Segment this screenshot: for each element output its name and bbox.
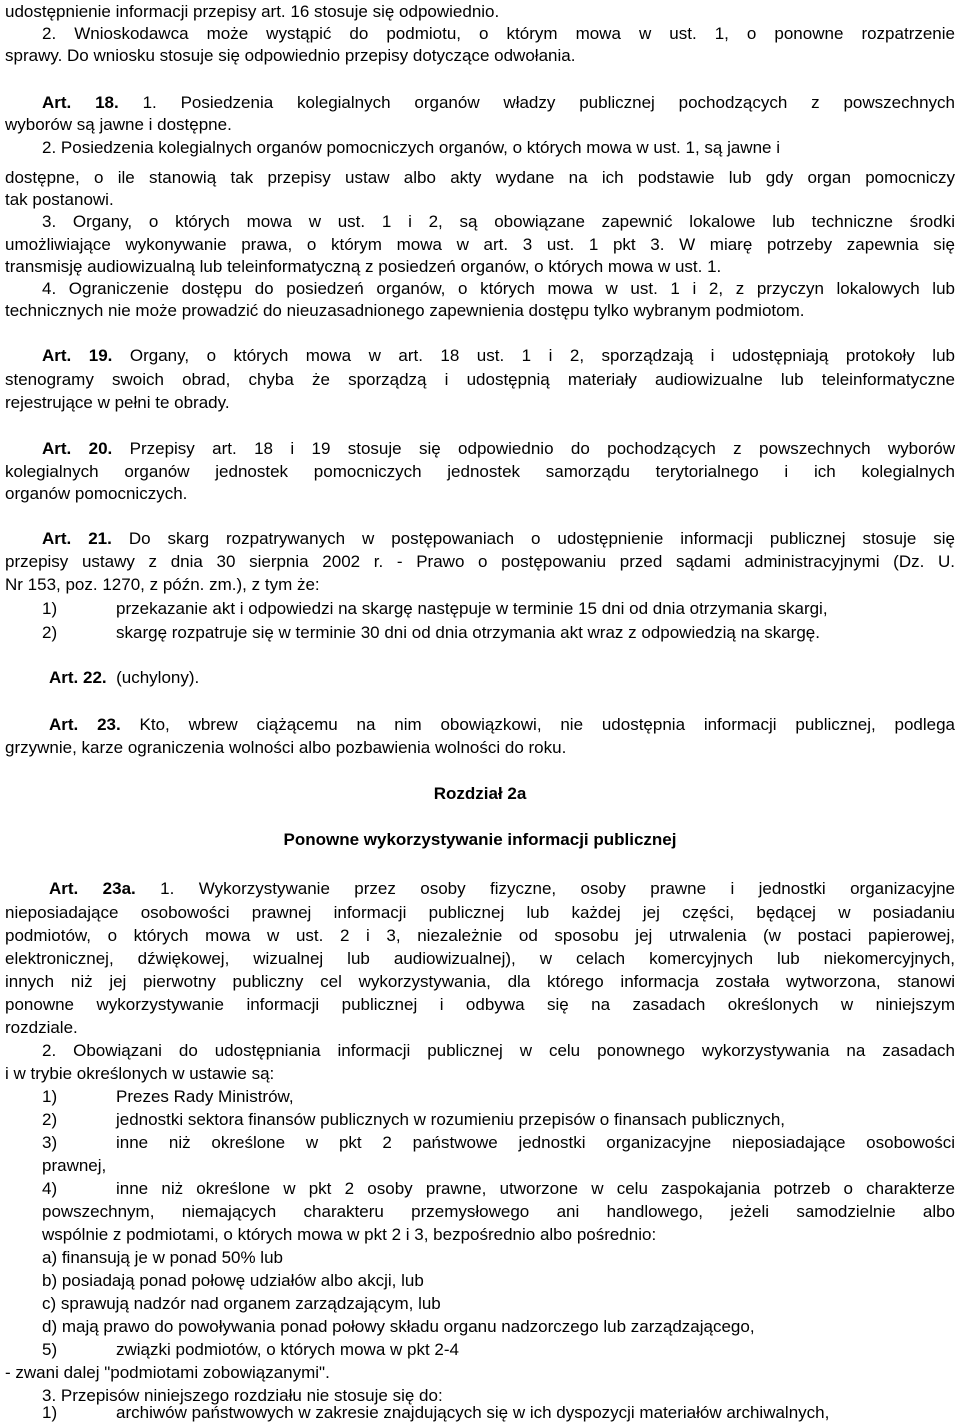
text-line: grzywnie, karze ograniczenia wolności albo pozbawienia wolności do roku. — [5, 738, 567, 757]
text-line: powszechnym, niemających charakteru przemysłowego ani handlowego, jeżeli samodzielnie albo — [42, 1202, 955, 1221]
list-item: 1) Prezes Rady Ministrów, — [42, 1087, 294, 1106]
list-item: 4) inne niż określone w pkt 2 osoby prawne, utworzone w celu zaspokajania potrzeb o charakterze — [42, 1179, 955, 1198]
text-line: i w trybie określonych w ustawie są: — [5, 1064, 275, 1083]
text-line: umożliwiające wykonywanie prawa, o którym mowa w art. 3 ust. 1 pkt 3. W miarę potrzeby zapewnia się — [5, 235, 955, 254]
list-item: 1) archiwów państwowych w zakresie znajdujących się w ich dyspozycji materiałów archiwalnych, — [42, 1403, 830, 1422]
text-line: 2. Obowiązani do udostępniania informacji publicznej w celu ponownego wykorzystywania na zasadach — [42, 1041, 955, 1060]
list-item: 3) inne niż określone w pkt 2 państwowe jednostki organizacyjne nieposiadające osobowości — [42, 1133, 955, 1152]
text-line: 2. Posiedzenia kolegialnych organów pomocniczych organów, o których mowa w ust. 1, są jawne i — [42, 138, 780, 157]
text-line: prawnej, — [42, 1156, 107, 1175]
text-line: technicznych nie może prowadzić do nieuzasadnionego zapewnienia dostępu tylko wybranym podmiotom. — [5, 301, 805, 320]
article-label: Art. 18. — [42, 93, 119, 112]
text-line: 2. Wnioskodawca może wystąpić do podmiotu, o którym mowa w ust. 1, o ponowne rozpatrzenie — [42, 24, 955, 43]
text-line: organów pomocniczych. — [5, 484, 188, 503]
article-label: Art. 22. — [49, 668, 107, 687]
sub-list-item: a) finansują je w ponad 50% lub — [42, 1248, 283, 1267]
text-line: innych niż jej pierwotny publiczny cel wykorzystywania, dla którego informacja została wytworzona, stanowi — [5, 972, 955, 991]
text-line: tak postanowi. — [5, 190, 114, 209]
list-item: 2) skargę rozpatruje się w terminie 30 dni od dnia otrzymania akt wraz z odpowiedzią na skargę. — [42, 623, 820, 642]
text-line: Nr 153, poz. 1270, z późn. zm.), z tym że: — [5, 575, 320, 594]
text-line: przepisy ustawy z dnia 30 sierpnia 2002 r. - Prawo o postępowaniu przed sądami administracyjnymi (Dz. U. — [5, 552, 955, 571]
sub-list-item: c) sprawują nadzór nad organem zarządzającym, lub — [42, 1294, 441, 1313]
article-label: Art. 21. — [42, 529, 112, 548]
text-line: 3. Organy, o których mowa w ust. 1 i 2, są obowiązane zapewnić lokalowe lub techniczne środki — [42, 212, 955, 231]
art-19-line: Art. 19. Organy, o których mowa w art. 18 ust. 1 i 2, sporządzają i udostępniają protokoły lub — [42, 346, 955, 365]
text-line: stenogramy swoich obrad, chyba że sporządzą i udostępnią materiały audiowizualne lub teleinformatyczne — [5, 370, 955, 389]
text-line: 3. Przepisów niniejszego rozdziału nie stosuje się do: — [42, 1386, 443, 1405]
text-line: kolegialnych organów jednostek pomocniczych jednostek samorządu terytorialnego i ich kolegialnych — [5, 462, 955, 481]
text-line: wspólnie z podmiotami, o których mowa w pkt 2 i 3, bezpośrednio albo pośrednio: — [42, 1225, 657, 1244]
text-line: transmisję audiowizualną lub teleinformatyczną z posiedzeń organów, o których mowa w ust. 1. — [5, 257, 722, 276]
text-line: nieposiadające osobowości prawnej informacji publicznej lub każdej jej części, będącej w posiadaniu — [5, 903, 955, 922]
article-label: Art. 19. — [42, 346, 113, 365]
art-23a-line: Art. 23a. 1. Wykorzystywanie przez osoby fizyczne, osoby prawne i jednostki organizacyjne — [49, 879, 955, 898]
art-22-line: Art. 22. (uchylony). — [49, 668, 200, 687]
text-line: 4. Ograniczenie dostępu do posiedzeń organów, o których mowa w ust. 1 i 2, z przyczyn lokalowych lub — [42, 279, 955, 298]
sub-list-item: d) mają prawo do powoływania ponad połowy składu organu nadzorczego lub zarządzającego, — [42, 1317, 755, 1336]
chapter-title: Ponowne wykorzystywanie informacji publicznej — [283, 830, 677, 849]
list-item: 2) jednostki sektora finansów publicznych w rozumieniu przepisów o finansach publicznych, — [42, 1110, 786, 1129]
text-line: wyborów są jawne i dostępne. — [5, 115, 232, 134]
text-line: sprawy. Do wniosku stosuje się odpowiednio przepisy dotyczące odwołania. — [5, 46, 576, 65]
text-line: rejestrujące w pełni te obrady. — [5, 393, 230, 412]
text-line: - zwani dalej "podmiotami zobowiązanymi". — [5, 1363, 330, 1382]
article-label: Art. 23a. — [49, 879, 136, 898]
art-23-line: Art. 23. Kto, wbrew ciążącemu na nim obowiązkowi, nie udostępnia informacji publicznej, podlega — [49, 715, 955, 734]
list-item: 1) przekazanie akt i odpowiedzi na skargę następuje w terminie 15 dni od dnia otrzymania skargi, — [42, 599, 828, 618]
list-item: 5) związki podmiotów, o których mowa w pkt 2-4 — [42, 1340, 459, 1359]
text-line: ponowne wykorzystywanie informacji publicznej i odbywa się na zasadach określonych w niniejszym — [5, 995, 955, 1014]
text-line: elektronicznej, dźwiękowej, wizualnej lub audiowizualnej), w celach komercyjnych lub niekomercyjnych, — [5, 949, 955, 968]
text-line: rozdziale. — [5, 1018, 78, 1037]
art-21-line: Art. 21. Do skarg rozpatrywanych w postępowaniach o udostępnienie informacji publicznej stosuje się — [42, 529, 955, 548]
text-line: dostępne, o ile stanowią tak przepisy ustaw albo akty wydane na ich podstawie lub gdy organ pomocniczy — [5, 168, 955, 187]
chapter-number: Rozdział 2a — [433, 784, 527, 803]
text-line: udostępnienie informacji przepisy art. 16 stosuje się odpowiednio. — [5, 2, 500, 21]
article-label: Art. 20. — [42, 439, 113, 458]
sub-list-item: b) posiadają ponad połowę udziałów albo akcji, lub — [42, 1271, 424, 1290]
art-20-line: Art. 20. Przepisy art. 18 i 19 stosuje się odpowiednio do pochodzących z powszechnych wyborów — [42, 439, 955, 458]
text-line: podmiotów, o których mowa w ust. 2 i 3, niezależnie od sposobu jej utrwalenia (w postaci papierowej, — [5, 926, 955, 945]
art-18-line: Art. 18. 1. Posiedzenia kolegialnych organów władzy publicznej pochodzących z powszechnych — [42, 93, 955, 112]
article-label: Art. 23. — [49, 715, 121, 734]
